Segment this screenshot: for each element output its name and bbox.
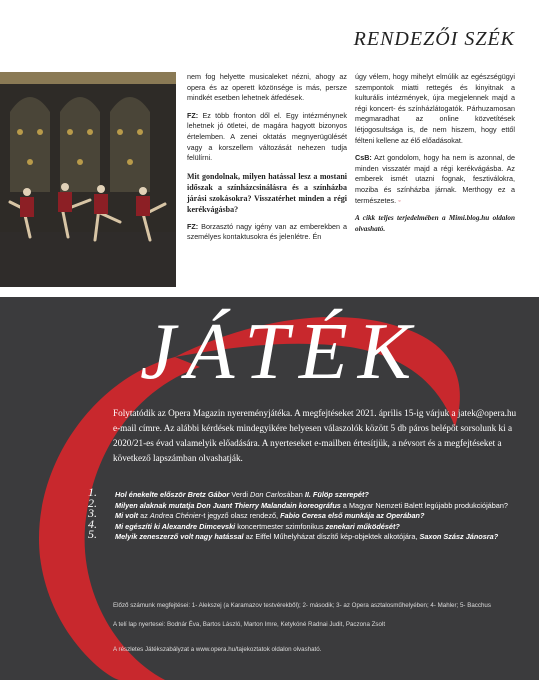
question-text: II. Fülöp szerepét?	[304, 490, 369, 499]
game-section	[0, 297, 539, 680]
paragraph: nem fog helyette musicaleket nézni, ahogy az opera és az operett közönsége is más, persze mindkét esetben lehetnek átfedések.	[187, 72, 347, 103]
paragraph: úgy vélem, hogy mihelyt elmúlik az egészségügyi szempontok miatti rettegés és kinyitnak a kulturális intézmények, újra megjelennek majd a régi koncert- és színházlátogatók. Párhuzamosan megmaradhat az online közvetítések létjogosultsága is, de nem hiszem, hogy ettől félteni kellene az élő előadásokat.	[355, 72, 515, 145]
speaker-label: CsB:	[355, 153, 372, 163]
question-text: Hol énekelte először Bretz Gábor	[115, 490, 230, 499]
question-item	[88, 485, 528, 500]
question-number: 5.	[88, 527, 97, 541]
speaker-label: FZ:	[187, 221, 199, 231]
paragraph-text: Ez több fronton dől el. Egy intézménynek lehetnek jó ötletei, de magára hagyott bizonyos értelemben. A zenei oktatás megnyerügülését vagy a korszellem változását nehezen tudja felülírni.	[187, 110, 347, 163]
question-text: Verdi	[229, 490, 251, 499]
section-header	[0, 0, 539, 62]
paragraph-text: Azt gondolom, hogy ha nem is azonnal, de minden visszatér majd a régi kerékvágásba. Az emberek ismét utazni fognak, fesztiválokra, moziba és színházba járnak. Merthogy ez a természetes.	[355, 153, 515, 205]
question-text: Mi volt	[115, 511, 139, 520]
question-text: Saxon Szász Jánosra?	[419, 532, 499, 541]
speaker-label: FZ:	[187, 110, 199, 120]
question-list	[88, 485, 528, 543]
game-intro: Folytatódik az Opera Magazin nyereményjátéka. A megfejtéseket 2021. április 15-ig várjuk a jatek@opera.hu e-mail címre. Az alábbi kérdések mindegyikére helyesen válaszolók között 5 db páros belépőt sorsolunk ki a 2020/21-es évad valamelyik előadására. A nyerteseket e-mailben értesítjük, a névsort és a megfejtéseket a következő lapszámban olvashatják.	[113, 408, 517, 463]
question-text: a Magyar Nemzeti Balett legújabb produkciójában?	[340, 500, 508, 510]
question-number: 2.	[88, 495, 97, 510]
previous-winners: A telí lap nyertesei: Bodnár Éva, Bartos László, Marton Imre, Ketykóné Radnai Judit, Paczona Zsolt	[113, 621, 386, 628]
question-text: -t jegyző olasz rendező,	[201, 511, 281, 520]
game-title: JÁTÉK	[140, 308, 422, 396]
question-number: 3.	[88, 506, 97, 520]
article-note: A cikk teljes terjedelmében a Mimi.blog.hu oldalon olvasható.	[355, 214, 515, 233]
question-item	[88, 506, 528, 521]
interview-question: Mit gondolnak, milyen hatással lesz a mostani időszak a színházcsinálásra és a színházba járási szokásokra? Visszatérhet minden a régi kerékvágásba?	[187, 171, 347, 214]
question-text: Fabio Ceresa első munkája az Operában?	[280, 511, 425, 520]
question-item	[88, 516, 528, 532]
question-text: Melyik zeneszerző volt nagy hatással	[115, 532, 244, 541]
question-text: koncertmester szimfonikus	[235, 521, 326, 531]
article-column-1	[187, 72, 347, 250]
paragraph	[187, 111, 347, 164]
question-text: ában	[286, 490, 305, 499]
section-title: RENDEZŐI SZÉK	[353, 28, 515, 50]
question-text: zenekari működését?	[325, 521, 400, 531]
previous-answers: Előző számunk megfejtései: 1- Alekszej (a Karamazov testvérekből); 2- második; 3- az Opera asztalosműhelyében; 4- Mahler; 5- Bacchus	[113, 602, 491, 609]
article-column-2	[355, 72, 515, 241]
question-item	[88, 527, 528, 542]
question-text: Andrea Chénier	[149, 511, 201, 520]
ballet-stage-photo	[0, 72, 176, 287]
question-number: 1.	[88, 485, 97, 499]
question-number: 4.	[88, 516, 97, 531]
paragraph	[187, 222, 347, 243]
question-text: Mi egészíti ki Alexandre Dimcevski	[115, 521, 236, 531]
question-text: Milyen alaknak mutatja Don Juant Thierry Malandain koreográfus	[115, 500, 341, 510]
paragraph-text: Borzasztó nagy igény van az emberekben a személyes kontaktusokra és jelenlétre. Én	[187, 221, 347, 242]
question-text: az	[138, 511, 150, 520]
question-text: Don Carlos	[250, 490, 287, 499]
question-item	[88, 495, 528, 511]
question-text: az Eiffel Műhelyházat díszítő kép-objektek alkotójára,	[243, 532, 420, 541]
ballet-scene-illustration	[0, 72, 176, 287]
paragraph	[355, 153, 515, 206]
rules-link-text: A részletes Játékszabályzat a www.opera.hu/tajekoztatok oldalon olvasható.	[113, 646, 322, 653]
end-mark-icon: ◦	[398, 195, 401, 205]
